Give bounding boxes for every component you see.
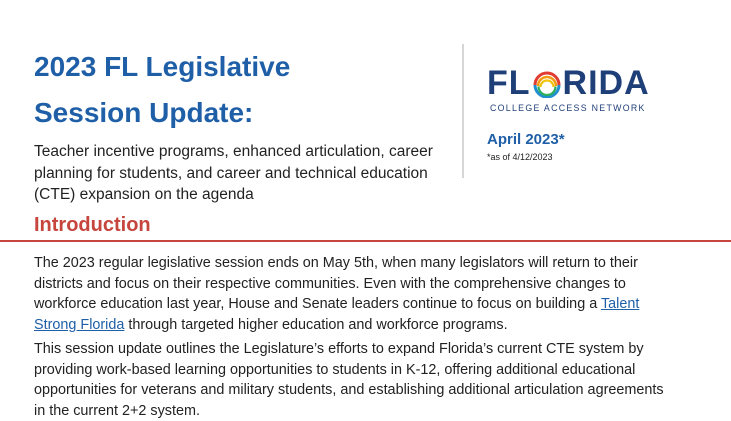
logo-tagline: COLLEGE ACCESS NETWORK	[490, 103, 646, 113]
as-of-note: *as of 4/12/2023	[487, 152, 553, 162]
intro-paragraph-2: This session update outlines the Legislature’s efforts to expand Florida’s current CTE system by providing work-based learning opportunities to students in K-12, offering additional educational opportunities for veterans and military students, and establishing additional articulation agreements in the current 2+2 system.	[34, 341, 664, 419]
logo-word-right: RIDA	[562, 64, 650, 102]
publication-date	[487, 131, 565, 148]
section-divider	[0, 240, 731, 242]
date-label: April 2023	[487, 131, 559, 148]
document-title	[34, 44, 454, 136]
document-subtitle: Teacher incentive programs, enhanced articulation, career planning for students, and career and technical education (CTE) expansion on the agenda	[34, 143, 433, 203]
talent-strong-florida-link[interactable]: Talent Strong Florida	[34, 296, 640, 333]
vertical-divider	[462, 44, 464, 178]
paragraph-1-text-start: The 2023 regular legislative session ends on May 5th, when many legislators will return to their districts and focus on their respective communities. Even with the comprehensive changes to workforce education last year, House and Senate leaders continue to focus on building a	[34, 255, 638, 312]
paragraph-1-text-end: through targeted higher education and workforce programs.	[124, 316, 508, 333]
florida-can-logo	[487, 66, 707, 113]
title-line-1: 2023 FL Legislative	[34, 51, 291, 82]
logo-word-left: FL	[487, 64, 531, 102]
logo-wordmark	[487, 66, 707, 100]
section-heading-introduction: Introduction	[34, 214, 151, 236]
rainbow-o-icon	[532, 68, 562, 98]
title-line-2: Session Update:	[34, 97, 254, 128]
intro-paragraph-1	[34, 253, 674, 335]
date-asterisk: *	[558, 131, 565, 148]
